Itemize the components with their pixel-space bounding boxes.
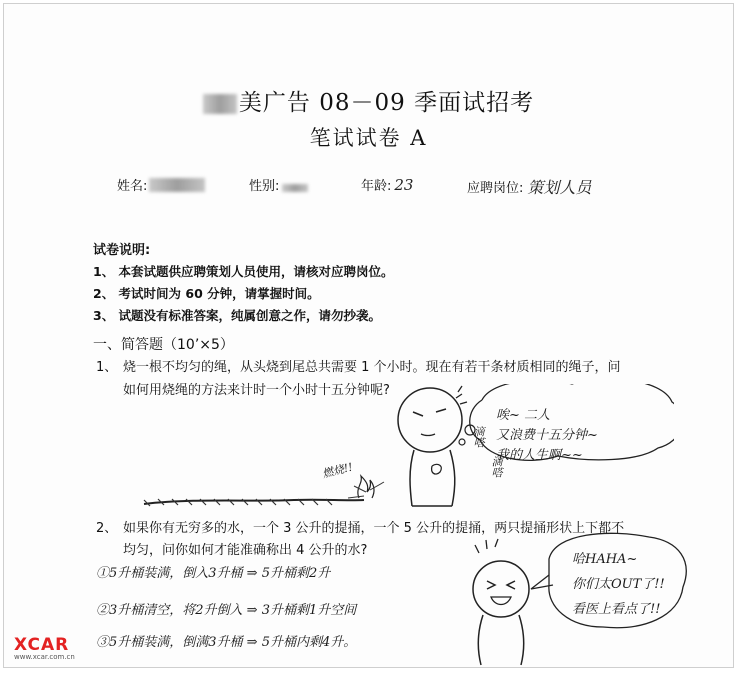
notice-heading: 试卷说明: xyxy=(93,243,151,258)
question-number: 1、 xyxy=(96,360,118,375)
question-text-line: 如何用烧绳的方法来计时一个小时十五分钟呢? xyxy=(123,383,390,398)
question-text-line: 烧一根不均匀的绳，从头烧到尾总共需要 1 个小时。现在有若干条材质相同的绳子，问 xyxy=(123,360,621,375)
fire-label: 燃烧!! xyxy=(321,460,355,481)
exam-title: 美广告 08－09 季面试招考 xyxy=(4,84,733,117)
name-field: 姓名: xyxy=(117,175,205,194)
doodle-2-speech-bubble: 哈HAHA~ 你们太OUT了!! 看医上看点了!! xyxy=(572,552,665,617)
position-handwritten: 策划人员 xyxy=(527,178,592,197)
notice-list xyxy=(93,261,394,327)
question-text-line: 均匀，问你如何才能准确称出 4 公升的水? xyxy=(123,543,368,558)
age-field: 年龄: 23 xyxy=(361,175,414,194)
answer-line: ①5升桶装满，倒入3升桶 ⇒ 5升桶剩2升 xyxy=(96,566,331,581)
drip-sound-left: 滴嗒 xyxy=(472,426,485,448)
doodle-1-thought-bubble: 唉~ 二人 又浪费十五分钟~ 我的人生啊~~ xyxy=(496,408,598,463)
redacted-gender xyxy=(282,184,308,192)
candidate-info-row xyxy=(4,175,733,199)
notice-item: 3、 试题没有标准答案，纯属创意之作，请勿抄袭。 xyxy=(93,308,382,323)
redacted-company-name xyxy=(203,94,237,114)
notice-item: 2、 考试时间为 60 分钟，请掌握时间。 xyxy=(93,286,320,301)
answer-line: ②3升桶清空，将2升倒入 ⇒ 3升桶剩1升空间 xyxy=(96,603,357,618)
position-field: 应聘岗位: 策划人员 xyxy=(467,175,591,198)
exam-page xyxy=(3,3,734,668)
section-heading: 一、简答题（10’×5） xyxy=(93,337,234,353)
question-number: 2、 xyxy=(96,521,118,536)
redacted-name xyxy=(149,178,205,192)
notice-item: 1、 本套试题供应聘策划人员使用，请核对应聘岗位。 xyxy=(93,264,394,279)
answer-line: ③5升桶装满，倒满3升桶 ⇒ 5升桶内剩4升。 xyxy=(96,635,357,650)
question-text-line: 如果你有无穷多的水，一个 3 公升的提捅，一个 5 公升的提捅，两只提捅形状上下都不 xyxy=(123,521,625,536)
exam-subtitle: 笔试试卷 A xyxy=(309,126,428,150)
age-handwritten: 23 xyxy=(394,175,414,194)
drip-sound-right: 滴嗒 xyxy=(490,456,503,478)
gender-field: 性别: xyxy=(249,175,308,194)
xcar-watermark: XCAR www.xcar.com.cn xyxy=(14,635,75,661)
